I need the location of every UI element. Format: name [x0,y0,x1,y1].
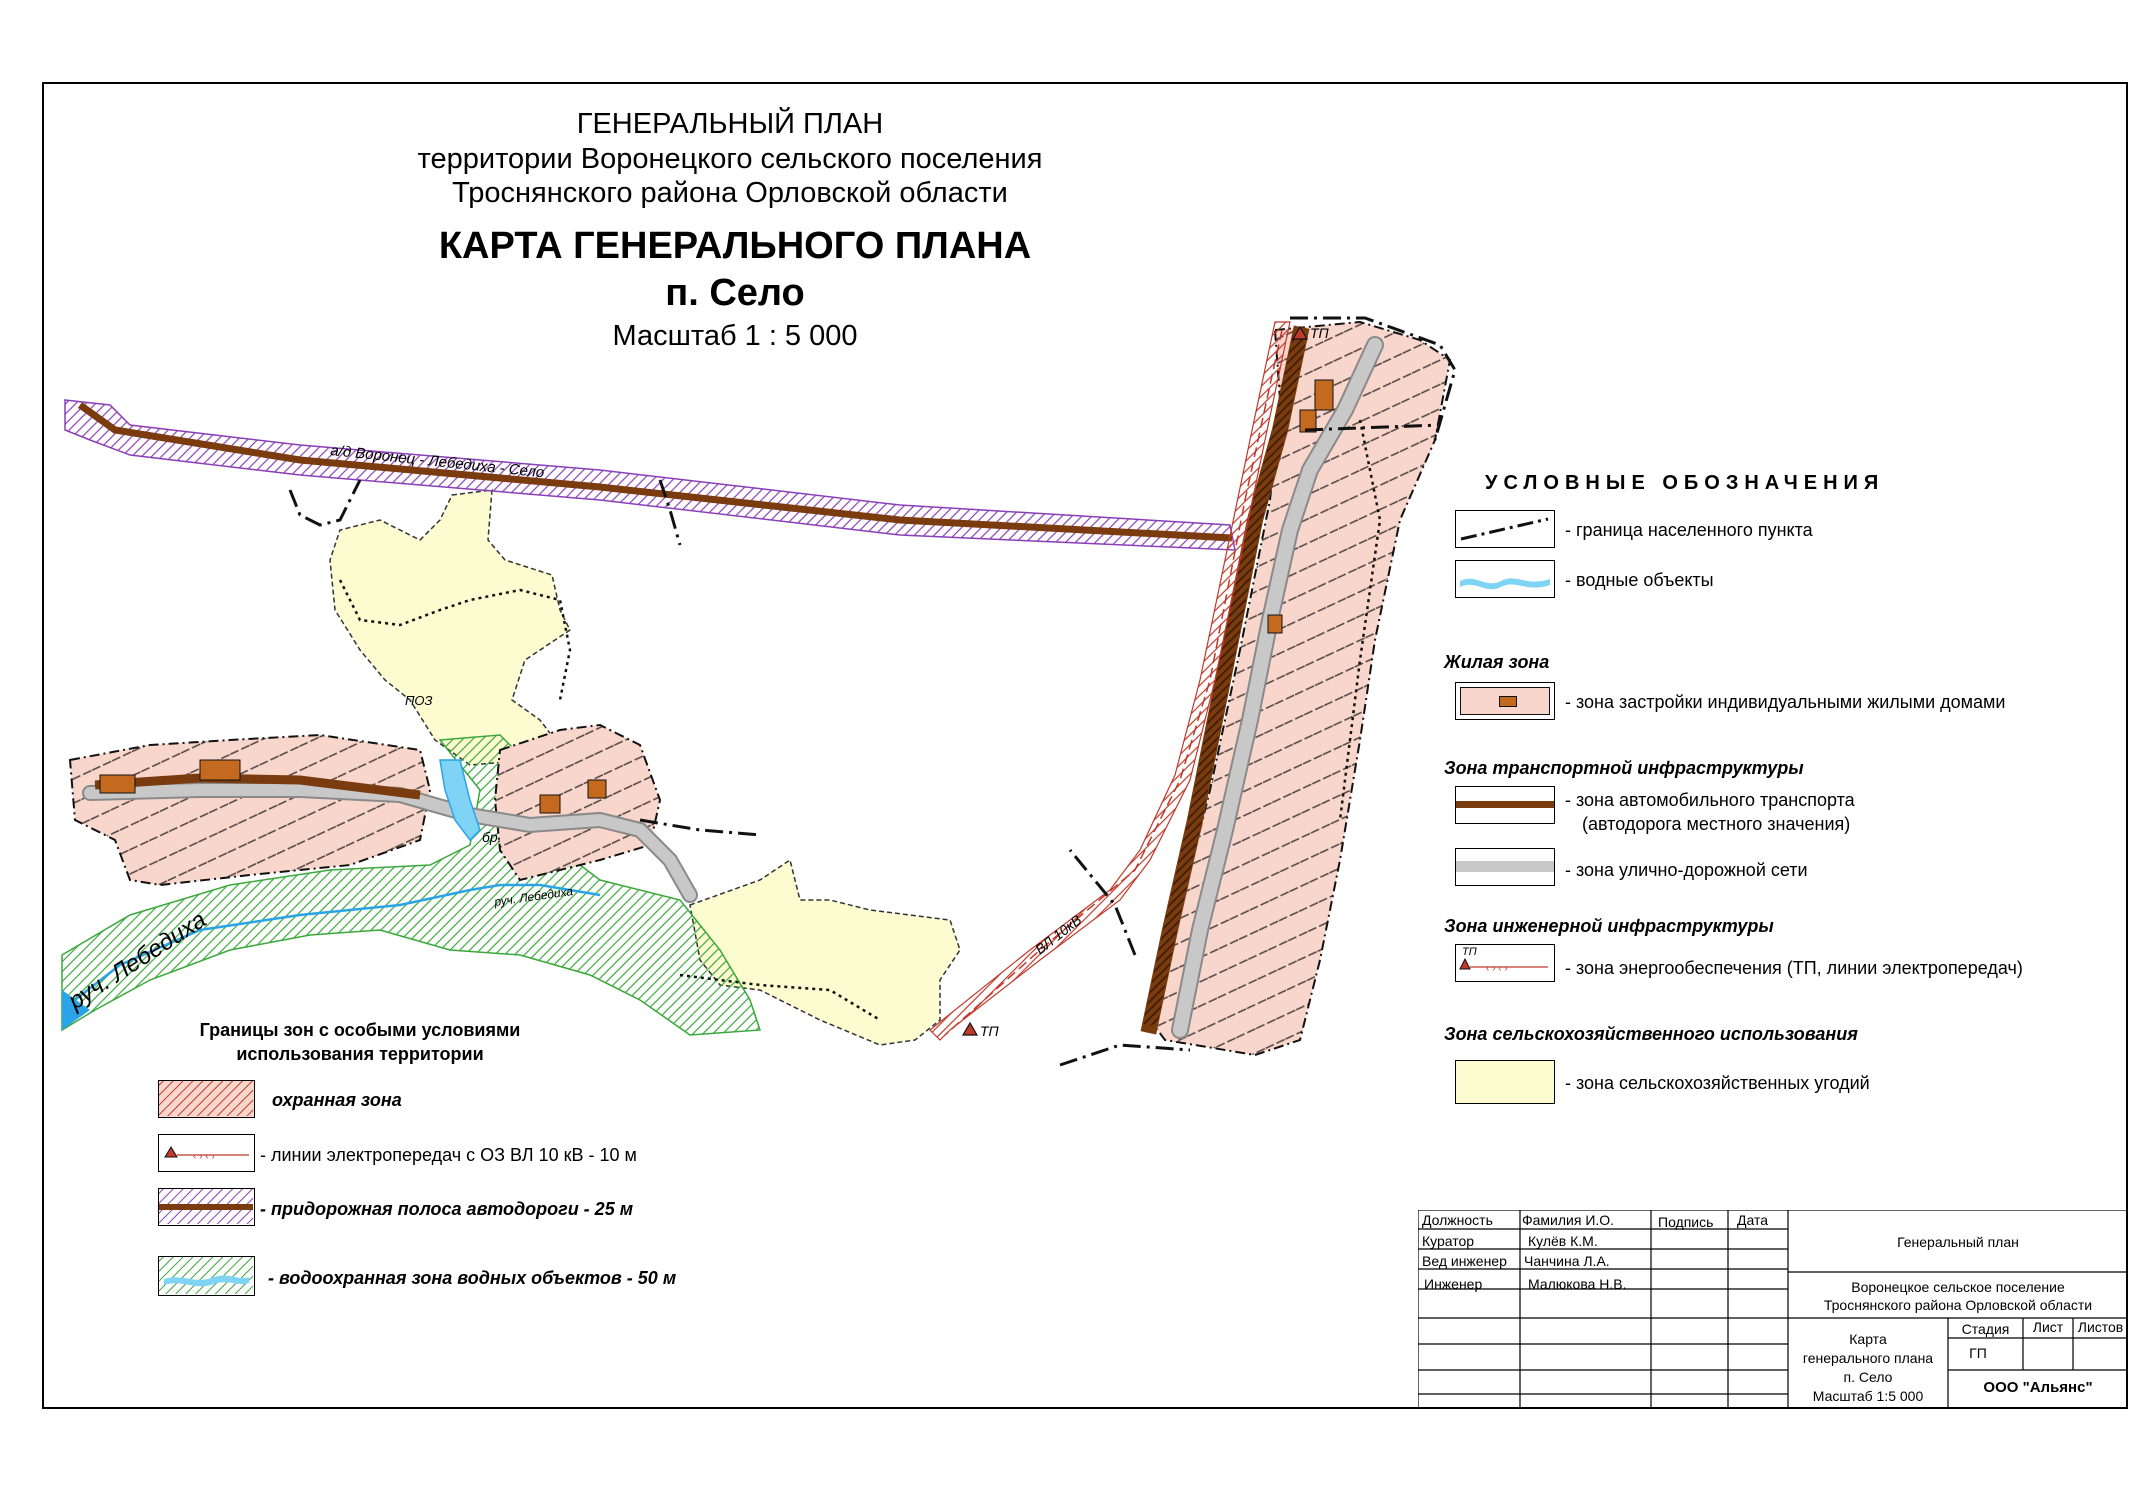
legend-boundary-swatch [1455,510,1555,548]
legend-energy-swatch [1455,944,1555,982]
legend-street-swatch [1455,848,1555,886]
legend-residential-text: - зона застройки индивидуальными жилыми домами [1565,692,2006,712]
legend-auto-text-1: - зона автомобильного транспорта [1565,790,1855,810]
waterside-zone-swatch [158,1256,255,1296]
protection-zone-text: охранная зона [272,1090,402,1110]
water-swatch-icon [1456,561,1553,596]
stamp-col-date: Дата [1737,1212,1769,1228]
stamp-sheet-line-1: Карта [1849,1331,1887,1347]
residential-zone-west [70,735,430,885]
roadside-zone-swatch [158,1188,255,1226]
stamp-company: ООО "Альянс" [1983,1379,2093,1396]
map-scale: Масштаб 1 : 5 000 [612,320,858,352]
stamp-project-line-2: Троснянского района Орловской области [1823,1297,2093,1313]
legend-water-text: - водные объекты [1565,570,1714,590]
tp-top-label: ТП [1310,325,1329,341]
building-swatch-icon [1499,696,1517,707]
legend-heading: УСЛОВНЫЕ ОБОЗНАЧЕНИЯ [1485,472,1885,494]
roadside-zone-text: - придорожная полоса автодороги - 25 м [260,1199,634,1219]
auto-swatch-line [1456,801,1554,808]
stamp-row-3-name: Малюкова Н.В. [1528,1276,1627,1292]
stamp-row-1-name: Кулёв К.М. [1528,1233,1598,1249]
stamp-col-position: Должность [1422,1212,1493,1228]
plan-subtitle-2: Троснянского района Орловской области [452,177,1008,209]
road-label: а/д Воронец - Лебедиха - Село [329,442,546,482]
legend-street-text: - зона улично-дорожной сети [1565,860,1808,880]
settlement-name: п. Село [665,272,805,314]
tp-bottom-label: ТП [980,1023,999,1039]
stamp-project-line-1: Воронецкое сельское поселение [1851,1279,2065,1295]
legend-boundary-text: - граница населенного пункта [1565,520,1813,540]
stamp-row-1-position: Куратор [1422,1233,1475,1249]
legend-group-residential: Жилая зона [1444,652,1550,672]
powerline-zone-swatch [158,1134,255,1172]
stamp-row-3-position: Инженер [1424,1276,1483,1292]
stamp-doc-title: Генеральный план [1897,1234,2019,1250]
stamp-sheets-label: Листов [2077,1319,2124,1335]
svg-text:‹ › ‹ ›: ‹ › ‹ › [193,1151,215,1162]
legend-agri-text: - зона сельскохозяйственных угодий [1565,1073,1870,1093]
powerline-zone-text: - линии электропередач с ОЗ ВЛ 10 кВ - 10 м [260,1145,637,1165]
stamp-sheet-label: Лист [2032,1319,2064,1335]
stamp-row-2-name: Чанчина Л.А. [1524,1253,1610,1269]
street-swatch-line [1456,861,1554,872]
stamp-row-2-position: Вед инженер [1422,1253,1507,1269]
powerline-zone-icon [159,1135,253,1170]
stamp-sheet-line-2: генерального плана [1802,1350,1934,1366]
stream-label-small: руч. Лебедиха [493,884,574,909]
stamp-col-sign: Подпись [1658,1214,1714,1230]
powerline-label: ВЛ 10кВ [1031,911,1085,958]
bridge-label: бр. [482,829,502,845]
stream-label-main: руч. Лебедиха [63,906,212,1016]
tp-bottom-icon [963,1023,977,1035]
stamp-stage-value: ГП [1969,1345,1987,1361]
special-zones-heading-1: Границы зон с особыми условиями [199,1020,521,1040]
plan-title: ГЕНЕРАЛЬНЫЙ ПЛАН [576,108,884,140]
plan-subtitle-1: территории Воронецкого сельского поселения [417,143,1043,175]
energy-swatch-tp-label: ТП [1462,946,1477,958]
legend-agri-swatch [1455,1060,1555,1104]
waterside-hatch-icon [159,1257,253,1294]
svg-text:‹ › ‹ ›: ‹ › ‹ › [1486,963,1508,974]
map-title: КАРТА ГЕНЕРАЛЬНОГО ПЛАНА [438,225,1032,267]
stamp-sheet-line-3: п. Село [1843,1369,1893,1385]
residential-zone-center [495,725,660,880]
legend-energy-text: - зона энергообеспечения (ТП, линии электропередач) [1565,958,2023,978]
legend-auto-text-2: (автодорога местного значения) [1582,814,1851,834]
legend-group-transport: Зона транспортной инфраструктуры [1444,758,1804,778]
roadside-hatch-icon [159,1189,253,1224]
legend-water-swatch [1455,560,1555,598]
residential-swatch-fill [1460,687,1550,715]
protection-zone-swatch [158,1080,255,1118]
roadside-strip [65,400,1235,550]
legend-auto-swatch [1455,786,1555,824]
boundary-swatch-icon [1456,511,1553,546]
stamp-col-name: Фамилия И.О. [1522,1212,1615,1228]
special-zones-heading-2: использования территории [236,1044,484,1064]
stamp-stage-label: Стадия [1961,1321,2010,1337]
legend-group-engineering: Зона инженерной инфраструктуры [1444,916,1774,936]
waterside-zone-text: - водоохранная зона водных объектов - 50 м [268,1268,677,1288]
protection-hatch-icon [159,1081,253,1116]
stamp-sheet-line-4: Масштаб 1:5 000 [1812,1388,1924,1404]
legend-residential-swatch [1455,682,1555,720]
pond-label: ПОЗ [405,693,433,708]
legend-group-agri: Зона сельскохозяйственного использования [1444,1024,1858,1044]
